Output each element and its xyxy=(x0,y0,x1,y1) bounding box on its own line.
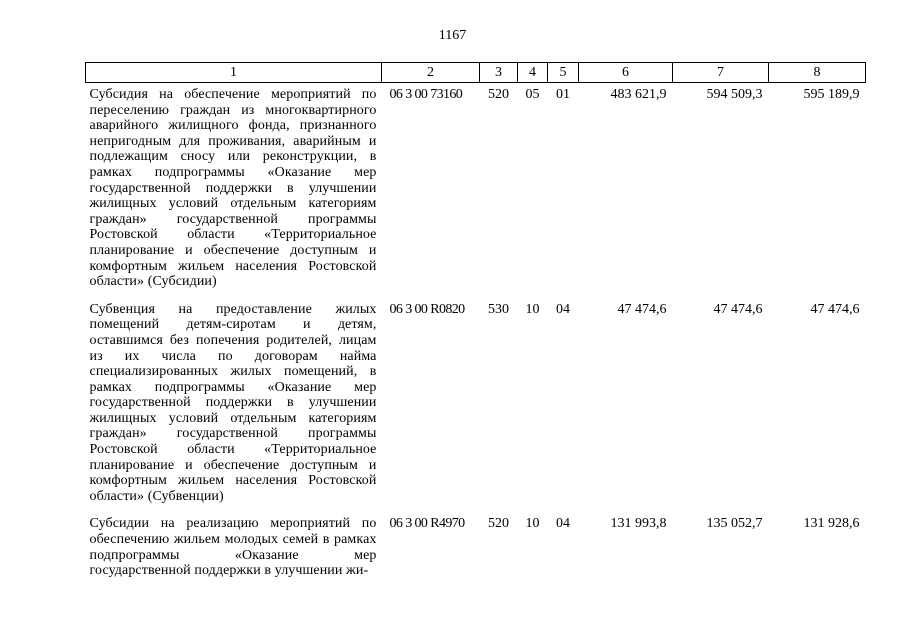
header-col-6: 6 xyxy=(579,63,673,83)
row-description: Субвенция на предоставление жилых помещений детям-сиротам и детям, оставшимся без попечения родителей, лицам из их числа по договорам найма специализированных жилых помещений, в рамках подпрограммы «Оказание мер государственной поддержки в улучшении жилищных условий отдельным категориям граждан» государственной программы Ростовской области «Территориальное планирование и обеспечение доступным и комфортным жильем населения Ростовской области» (Субвенции) xyxy=(89,301,377,504)
table-row xyxy=(86,512,866,586)
header-col-7: 7 xyxy=(673,63,769,83)
row-target-code: 06 3 00 R0820 xyxy=(389,301,465,317)
header-col-5: 5 xyxy=(548,63,579,83)
row-amount-3: 131 928,6 xyxy=(803,516,860,532)
table-header xyxy=(86,63,866,83)
row-expense-type: 530 xyxy=(488,301,509,317)
row-target-code: 06 3 00 R4970 xyxy=(389,516,465,532)
row-target-code: 06 3 00 73160 xyxy=(389,87,463,102)
header-col-3: 3 xyxy=(480,63,518,83)
header-col-4: 4 xyxy=(518,63,548,83)
page-number: 1167 xyxy=(438,28,467,43)
row-section: 10 xyxy=(525,516,540,532)
row-expense-type: 520 xyxy=(488,516,509,532)
row-amount-2: 594 509,3 xyxy=(706,87,763,102)
header-col-8: 8 xyxy=(769,63,866,83)
row-expense-type: 520 xyxy=(488,87,509,102)
row-section: 05 xyxy=(525,87,540,102)
header-col-1: 1 xyxy=(86,63,382,83)
table-row xyxy=(86,83,866,298)
row-amount-2: 47 474,6 xyxy=(713,301,763,317)
table-row xyxy=(86,298,866,513)
row-amount-1: 483 621,9 xyxy=(610,87,667,102)
row-subsection: 04 xyxy=(556,301,570,317)
row-description: Субсидия на обеспечение мероприятий по переселению граждан из многоквартирного аварийного жилищного фонда, признанного непригодным для проживания, аварийным и подлежащим сносу или реконструкции, в рамках подпрограммы «Оказание мер государственной поддержки в улучшении жилищных условий отдельным категориям граждан» государственной программы Ростовской области «Территориальное планирование и обеспечение доступным и комфортным жильем населения Ростовской области» (Субсидии) xyxy=(89,87,377,290)
row-amount-1: 47 474,6 xyxy=(617,301,667,317)
header-row xyxy=(86,63,866,83)
row-amount-1: 131 993,8 xyxy=(610,516,667,532)
header-col-2: 2 xyxy=(382,63,480,83)
table-body xyxy=(86,83,866,587)
row-description: Субсидии на реализацию мероприятий по обеспечению жильем молодых семей в рамках подпрограммы «Оказание мер государственной поддержки в улучшении жи- xyxy=(89,516,377,579)
row-subsection: 04 xyxy=(556,516,570,532)
row-amount-3: 47 474,6 xyxy=(810,301,860,317)
row-amount-2: 135 052,7 xyxy=(706,516,763,532)
row-section: 10 xyxy=(525,301,540,317)
row-subsection: 01 xyxy=(556,87,570,102)
budget-table xyxy=(85,62,866,587)
row-amount-3: 595 189,9 xyxy=(803,87,860,102)
